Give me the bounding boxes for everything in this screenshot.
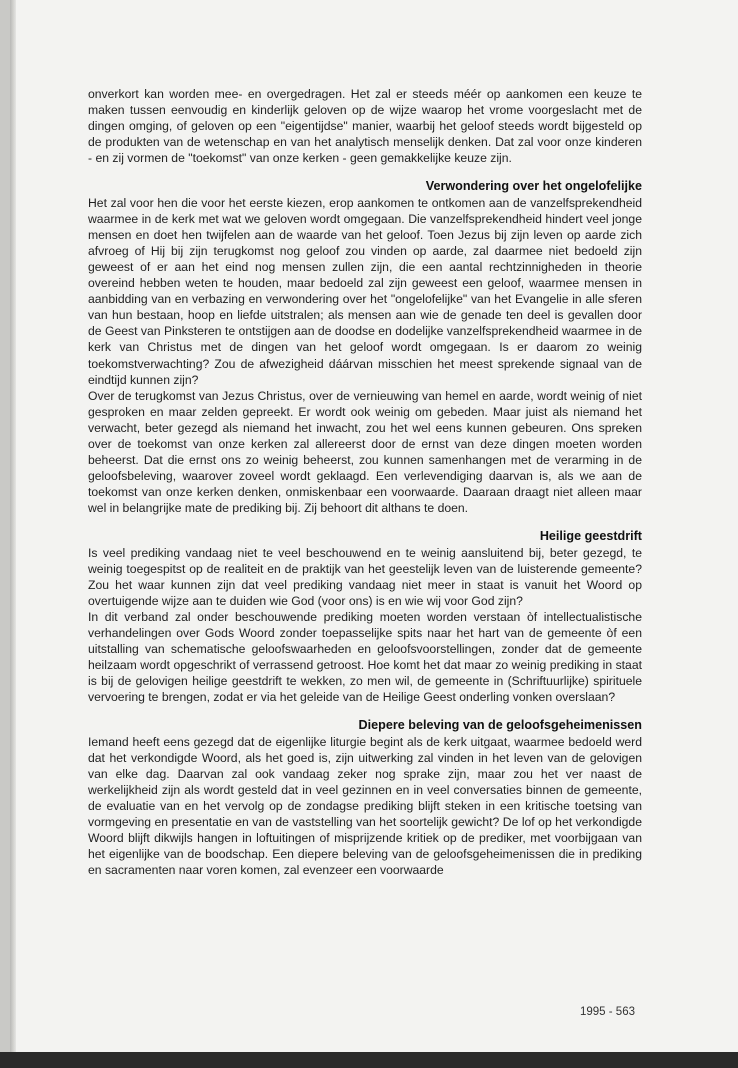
section2-paragraph-2: In dit verband zal onder beschouwende prediking moeten worden verstaan òf intellectualistische verhandelingen over Gods Woord zonder toepasselijke spits naar het hart van de gemeente òf een uitstalling van schematische geloofswaarheden en geloofsvoorstellingen, zonder dat de gemeente heilzaam wordt opgeschrikt of verrassend getroost. Hoe komt het dat maar zo weinig prediking in staat is bij de gelovigen heilige geestdrift te wekken, zo men wil, de gemeente in (Schriftuurlijke) spirituele vervoering te brengen, zodat er via het geleide van de Heilige Geest onderling vonken overslaan? [88, 609, 642, 705]
section-heading-verwondering: Verwondering over het ongelofelijke [425, 179, 642, 194]
section1-paragraph-1: Het zal voor hen die voor het eerste kiezen, erop aankomen te ontkomen aan de vanzelfsprekendheid waarmee in de kerk met wat we geloven wordt omgegaan. Die vanzelfsprekendheid hindert veel jonge mensen en doet hen twijfelen aan de waarde van het geloof. Toen Jezus bij zijn leven op aarde zich afvroeg of Hij bij zijn terugkomst nog geloof zou vinden op aarde, zal daarmee niet bedoeld zijn geweest of er aan het eind nog mensen zullen zijn, die een aantal rechtzinnigheden in theorie overeind hebben weten te houden, maar bedoeld zal zijn geweest een geloof, waarmee mensen in aanbidding van en verbazing en verwondering over het "ongelofelijke" van het Evangelie in alle sferen van hun bestaan, hoop en liefde uitstralen; als mensen aan wie de genade ten deel is gevallen door de Geest van Pinksteren te ontstijgen aan de doodse en dodelijke vanzelfsprekendheid waarmee in de kerk van Christus met de dingen van het geloof wordt omgegaan. Is er daarom zo weinig toekomstverwachting? Zou de afwezigheid dáárvan misschien het meest sprekende signaal van de eindtijd kunnen zijn? [88, 195, 642, 387]
scan-bottom-band [0, 1052, 738, 1068]
section-heading-heilige-geestdrift: Heilige geestdrift [539, 529, 642, 544]
section-heading-diepere-beleving: Diepere beleving van de geloofsgeheimenissen [358, 718, 642, 733]
article-text [88, 86, 642, 878]
scan-left-strip [0, 0, 10, 1068]
page-edge-shadow [10, 0, 16, 1052]
page-number: 1995 - 563 [580, 1006, 635, 1018]
section1-paragraph-2: Over de terugkomst van Jezus Christus, over de vernieuwing van hemel en aarde, wordt weinig of niet gesproken en maar zelden gepreekt. Er wordt ook weinig om gebeden. Maar juist als niemand het verwacht, beter gezegd als niemand het inwacht, zou het wel eens kunnen gebeuren. Ons spreken over de toekomst van onze kerken zal allereerst door de ernst van deze dingen moeten worden beheerst. Dat die ernst ons zo weinig beheerst, zou kunnen samenhangen met de verarming in de geloofsbeleving, waarover zoveel wordt geklaagd. Een verlevendiging daarvan is, als we aan de toekomst van onze kerken denken, onmiskenbaar een voorwaarde. Daaraan draagt niet alleen maar wel in belangrijke mate de prediking bij. Zij behoort dit althans te doen. [88, 388, 642, 516]
intro-paragraph: onverkort kan worden mee- en overgedragen. Het zal er steeds méér op aankomen een keuze te maken tussen eenvoudig en kinderlijk geloven op de wijze waarop het vrome voorgeslacht met de dingen omging, of geloven op een "eigentijdse" manier, waarbij het geloof steeds wordt bijgesteld op de produkten van de wetenschap en van het analytisch menselijk denken. Dat zal voor onze kinderen - en zij vormen de "toekomst" van onze kerken - geen gemakkelijke keuze zijn. [88, 87, 642, 166]
section3-paragraph-1: Iemand heeft eens gezegd dat de eigenlijke liturgie begint als de kerk uitgaat, waarmee bedoeld werd dat het verkondigde Woord, als het goed is, zijn uitwerking zal vinden in het leven van de gelovigen van elke dag. Daarvan zal ook vandaag zeker nog sprake zijn, maar zou het ver naast de werkelijkheid zijn als wordt gesteld dat in veel gezinnen en in veel conversaties binnen de gemeente, de evaluatie van en het vervolg op de zondagse prediking blijft steken in een kritische toetsing van vormgeving en presentatie en van de vaststelling van het soortelijk gewicht? De lof op het verkondigde Woord blijft dikwijls hangen in loftuitingen of misprijzende kritiek op de prediker, met voorbijgaan van het eigenlijke van de boodschap. Een diepere beleving van de geloofsgeheimenissen die in prediking en sacramenten naar voren komen, zal evenzeer een voorwaarde [88, 734, 642, 878]
section2-paragraph-1: Is veel prediking vandaag niet te veel beschouwend en te weinig aansluitend bij, beter gezegd, te weinig toegespitst op de realiteit en de praktijk van het geestelijk leven van de luisterende gemeente? Zou het waar kunnen zijn dat veel prediking vandaag niet meer in staat is vanuit het Woord op overtuigende wijze aan te duiden wie God (voor ons) is en wie wij voor God zijn? [88, 545, 642, 608]
